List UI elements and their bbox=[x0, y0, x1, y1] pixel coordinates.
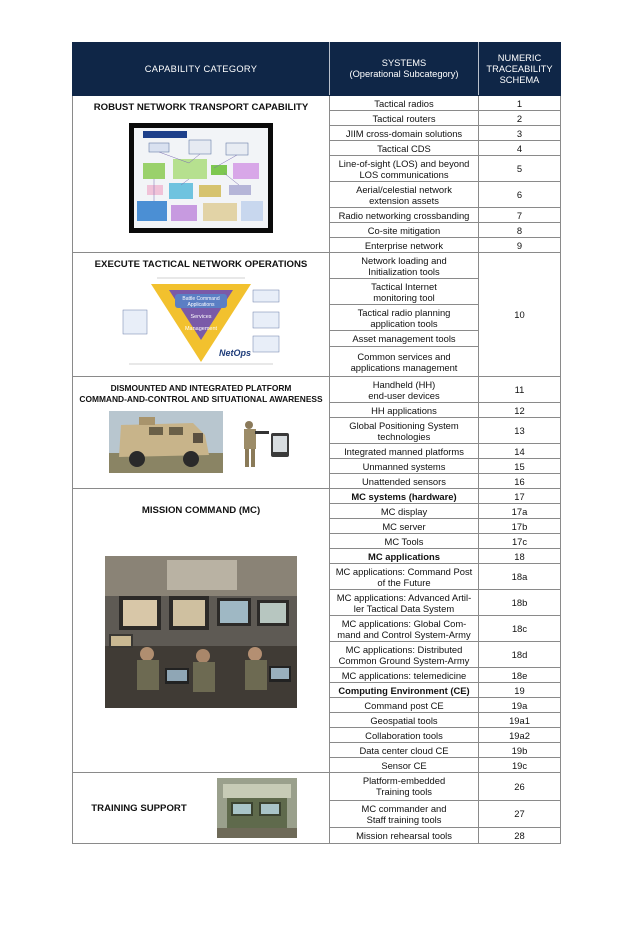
schema-cell: 13 bbox=[479, 418, 561, 444]
system-cell: Computing Environment (CE) bbox=[330, 683, 479, 698]
schema-cell: 28 bbox=[479, 828, 561, 844]
network-transport-diagram bbox=[129, 123, 273, 233]
system-cell: MC server bbox=[330, 519, 479, 534]
system-cell: Tactical radios bbox=[330, 96, 479, 111]
netops-management: Management bbox=[184, 326, 218, 332]
system-line: Tactical Internet bbox=[371, 280, 437, 292]
category-title-line: DISMOUNTED AND INTEGRATED PLATFORM bbox=[110, 383, 292, 393]
system-cell bbox=[330, 590, 479, 616]
system-cell bbox=[330, 305, 479, 331]
system-line: Staff training tools bbox=[366, 813, 442, 825]
schema-cell: 11 bbox=[479, 377, 561, 403]
netops-diagram bbox=[121, 276, 281, 368]
system-line: MC applications: Distributed bbox=[345, 643, 463, 655]
schema-cell: 18e bbox=[479, 668, 561, 683]
schema-cell: 16 bbox=[479, 474, 561, 489]
schema-cell: 18a bbox=[479, 564, 561, 590]
system-line: MC applications: Global Com- bbox=[341, 617, 467, 629]
schema-cell: 14 bbox=[479, 444, 561, 459]
system-line: Tactical radio planning bbox=[357, 306, 451, 318]
system-cell: Integrated manned platforms bbox=[330, 444, 479, 459]
system-line: MC applications: Command Post bbox=[335, 565, 473, 577]
schema-cell: 12 bbox=[479, 403, 561, 418]
system-cell: HH applications bbox=[330, 403, 479, 418]
system-cell: Unmanned systems bbox=[330, 459, 479, 474]
category-title: MISSION COMMAND (MC) bbox=[141, 505, 261, 516]
system-cell: Command post CE bbox=[330, 698, 479, 713]
table-row bbox=[73, 773, 561, 801]
system-line: monitoring tool bbox=[373, 291, 435, 303]
schema-cell: 6 bbox=[479, 182, 561, 208]
system-line: Training tools bbox=[376, 786, 432, 798]
schema-cell: 3 bbox=[479, 126, 561, 141]
header-numeric-line2: TRACEABILITY bbox=[486, 63, 553, 74]
netops-center-line2: Applications bbox=[187, 302, 215, 308]
header-numeric-line3: SCHEMA bbox=[499, 74, 540, 85]
header-capability-category bbox=[73, 43, 330, 96]
system-cell: Tactical routers bbox=[330, 111, 479, 126]
header-systems-line2: (Operational Subcategory) bbox=[349, 69, 459, 79]
system-line: MC applications: Advanced Artil- bbox=[336, 591, 472, 603]
system-line: LOS communications bbox=[359, 168, 449, 180]
system-line: Line-of-sight (LOS) and beyond bbox=[338, 157, 470, 169]
category-network-operations bbox=[73, 253, 330, 377]
category-title: EXECUTE TACTICAL NETWORK OPERATIONS bbox=[94, 259, 308, 270]
schema-cell: 1 bbox=[479, 96, 561, 111]
schema-cell: 19 bbox=[479, 683, 561, 698]
system-cell: Geospatial tools bbox=[330, 713, 479, 728]
header-systems bbox=[330, 43, 479, 96]
schema-cell: 17 bbox=[479, 489, 561, 504]
system-cell bbox=[330, 642, 479, 668]
system-line: of the Future bbox=[377, 576, 431, 588]
system-line: ler Tactical Data System bbox=[353, 602, 455, 614]
system-cell: Data center cloud CE bbox=[330, 743, 479, 758]
system-cell bbox=[330, 418, 479, 444]
system-line: Common services and bbox=[357, 350, 451, 362]
system-cell: JIIM cross-domain solutions bbox=[330, 126, 479, 141]
system-line: applications management bbox=[350, 361, 458, 373]
schema-cell: 18 bbox=[479, 549, 561, 564]
category-title-line: COMMAND-AND-CONTROL AND SITUATIONAL AWARENESS bbox=[79, 394, 323, 404]
schema-cell: 19a1 bbox=[479, 713, 561, 728]
training-layout bbox=[77, 777, 325, 839]
system-cell: MC Tools bbox=[330, 534, 479, 549]
header-systems-line1: SYSTEMS bbox=[381, 58, 427, 68]
system-line: Global Positioning System bbox=[349, 419, 459, 431]
system-cell bbox=[330, 253, 479, 279]
system-cell: Asset management tools bbox=[330, 331, 479, 347]
schema-cell: 19a bbox=[479, 698, 561, 713]
system-cell bbox=[330, 347, 479, 377]
system-cell: Sensor CE bbox=[330, 758, 479, 773]
schema-cell: 7 bbox=[479, 208, 561, 223]
category-training-support bbox=[73, 773, 330, 844]
table-header-row bbox=[73, 43, 561, 96]
header-category-label: CAPABILITY CATEGORY bbox=[144, 63, 258, 74]
system-line: Initialization tools bbox=[368, 265, 440, 277]
schema-cell: 27 bbox=[479, 800, 561, 828]
schema-cell: 18b bbox=[479, 590, 561, 616]
system-cell bbox=[330, 182, 479, 208]
system-cell: Unattended sensors bbox=[330, 474, 479, 489]
schema-cell: 10 bbox=[479, 253, 561, 377]
table-row bbox=[73, 377, 561, 403]
schema-cell: 19c bbox=[479, 758, 561, 773]
category-dismounted-platform bbox=[73, 377, 330, 489]
schema-cell: 4 bbox=[479, 141, 561, 156]
vehicle-soldier-photo bbox=[109, 411, 293, 473]
schema-cell: 15 bbox=[479, 459, 561, 474]
system-cell bbox=[330, 564, 479, 590]
header-numeric-line1: NUMERIC bbox=[497, 52, 542, 63]
system-cell: Tactical CDS bbox=[330, 141, 479, 156]
system-cell bbox=[330, 616, 479, 642]
system-cell: MC systems (hardware) bbox=[330, 489, 479, 504]
system-cell: Co-site mitigation bbox=[330, 223, 479, 238]
schema-cell: 17b bbox=[479, 519, 561, 534]
schema-cell: 9 bbox=[479, 238, 561, 253]
system-cell: MC display bbox=[330, 504, 479, 519]
schema-cell: 19b bbox=[479, 743, 561, 758]
system-cell bbox=[330, 377, 479, 403]
schema-cell: 2 bbox=[479, 111, 561, 126]
table-row bbox=[73, 253, 561, 279]
system-line: Aerial/celestial network bbox=[356, 183, 452, 195]
category-title: TRAINING SUPPORT bbox=[91, 802, 187, 814]
system-cell: MC applications: telemedicine bbox=[330, 668, 479, 683]
system-line: mand and Control System-Army bbox=[337, 628, 471, 640]
schema-cell: 19a2 bbox=[479, 728, 561, 743]
header-numeric-schema bbox=[479, 43, 561, 96]
system-cell: Radio networking crossbanding bbox=[330, 208, 479, 223]
system-cell bbox=[330, 773, 479, 801]
schema-cell: 18d bbox=[479, 642, 561, 668]
system-line: MC commander and bbox=[361, 802, 447, 814]
schema-cell: 8 bbox=[479, 223, 561, 238]
netops-label: NetOps bbox=[219, 348, 252, 358]
system-cell bbox=[330, 279, 479, 305]
schema-cell: 17a bbox=[479, 504, 561, 519]
category-network-transport bbox=[73, 96, 330, 253]
system-line: end-user devices bbox=[368, 389, 440, 401]
schema-cell: 18c bbox=[479, 616, 561, 642]
system-line: application tools bbox=[370, 317, 438, 329]
netops-services: Services bbox=[190, 314, 212, 320]
schema-cell: 17c bbox=[479, 534, 561, 549]
system-line: Network loading and bbox=[361, 254, 447, 266]
system-cell: MC applications bbox=[330, 549, 479, 564]
category-title: ROBUST NETWORK TRANSPORT CAPABILITY bbox=[93, 102, 309, 113]
system-cell: Enterprise network bbox=[330, 238, 479, 253]
system-cell bbox=[330, 156, 479, 182]
system-cell: Collaboration tools bbox=[330, 728, 479, 743]
table-row bbox=[73, 96, 561, 111]
category-mission-command bbox=[73, 489, 330, 773]
system-cell: Mission rehearsal tools bbox=[330, 828, 479, 844]
capability-table bbox=[72, 42, 561, 844]
command-post-photo bbox=[105, 556, 297, 708]
system-cell bbox=[330, 800, 479, 828]
schema-cell: 26 bbox=[479, 773, 561, 801]
training-simulator-photo bbox=[217, 778, 297, 838]
system-line: Platform-embedded bbox=[362, 775, 446, 787]
category-title bbox=[77, 383, 325, 405]
system-line: Common Ground System-Army bbox=[338, 654, 470, 666]
table-row bbox=[73, 489, 561, 504]
system-line: extension assets bbox=[369, 194, 439, 206]
schema-cell: 5 bbox=[479, 156, 561, 182]
system-line: technologies bbox=[377, 430, 431, 442]
netops-center-line1: Battle Command bbox=[182, 296, 220, 302]
system-line: Handheld (HH) bbox=[372, 378, 436, 390]
